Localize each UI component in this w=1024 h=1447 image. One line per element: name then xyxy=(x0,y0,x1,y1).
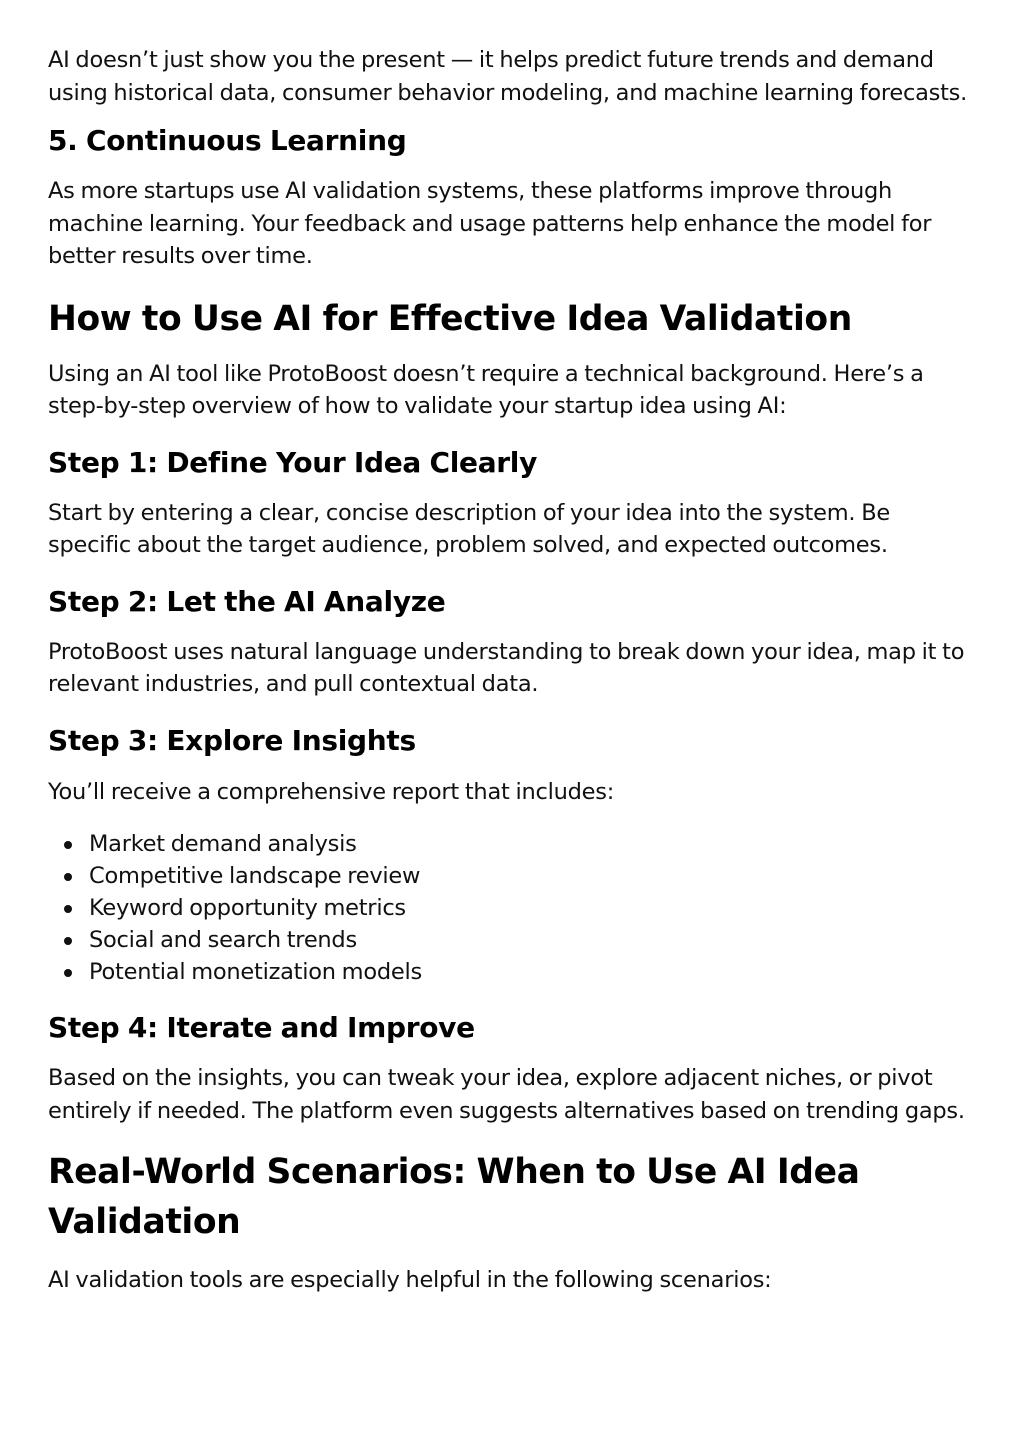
continuous-learning-heading: 5. Continuous Learning xyxy=(48,124,407,157)
report-contents-list xyxy=(48,828,978,988)
how-to-heading: How to Use AI for Effective Idea Validation xyxy=(48,298,852,339)
continuous-learning-paragraph: As more startups use AI validation systems, these platforms improve through machine learning. Your feedback and usage patterns help enhance the model for better results over time. xyxy=(48,178,932,269)
step-3-paragraph: You’ll receive a comprehensive report that includes: xyxy=(48,778,615,805)
intro-paragraph: AI doesn’t just show you the present — it helps predict future trends and demand using historical data, consumer behavior modeling, and machine learning forecasts. xyxy=(48,47,968,106)
step-4-paragraph: Based on the insights, you can tweak your idea, explore adjacent niches, or pivot entirely if needed. The platform even suggests alternatives based on trending gaps. xyxy=(48,1065,965,1124)
step-3-heading: Step 3: Explore Insights xyxy=(48,723,416,757)
list-item-text: Competitive landscape review xyxy=(89,863,421,889)
bullet-icon xyxy=(64,841,72,849)
real-world-paragraph: AI validation tools are especially helpful in the following scenarios: xyxy=(48,1267,772,1293)
bullet-icon xyxy=(64,937,72,945)
step-2-heading: Step 2: Let the AI Analyze xyxy=(48,584,446,618)
bullet-icon xyxy=(64,969,72,977)
how-to-paragraph: Using an AI tool like ProtoBoost doesn’t require a technical background. Here’s a step-by-step overview of how to validate your startup idea using AI: xyxy=(48,360,924,419)
bullet-icon xyxy=(64,873,72,881)
step-1-paragraph: Start by entering a clear, concise description of your idea into the system. Be specific about the target audience, problem solved, and expected outcomes. xyxy=(48,499,890,558)
list-item xyxy=(48,860,978,892)
real-world-heading: Real-World Scenarios: When to Use AI Idea Validation xyxy=(48,1152,860,1242)
step-4-heading: Step 4: Iterate and Improve xyxy=(48,1011,475,1044)
list-item xyxy=(48,956,978,988)
document-page xyxy=(48,44,978,1297)
list-item xyxy=(48,828,978,860)
list-item xyxy=(48,892,978,924)
step-2-paragraph: ProtoBoost uses natural language understanding to break down your idea, map it to relevant industries, and pull contextual data. xyxy=(48,638,965,697)
list-item xyxy=(48,924,978,956)
list-item-text: Market demand analysis xyxy=(89,831,357,857)
bullet-icon xyxy=(64,905,72,913)
step-1-heading: Step 1: Define Your Idea Clearly xyxy=(48,445,538,479)
list-item-text: Keyword opportunity metrics xyxy=(89,895,406,921)
list-item-text: Social and search trends xyxy=(89,927,357,953)
list-item-text: Potential monetization models xyxy=(89,959,422,985)
